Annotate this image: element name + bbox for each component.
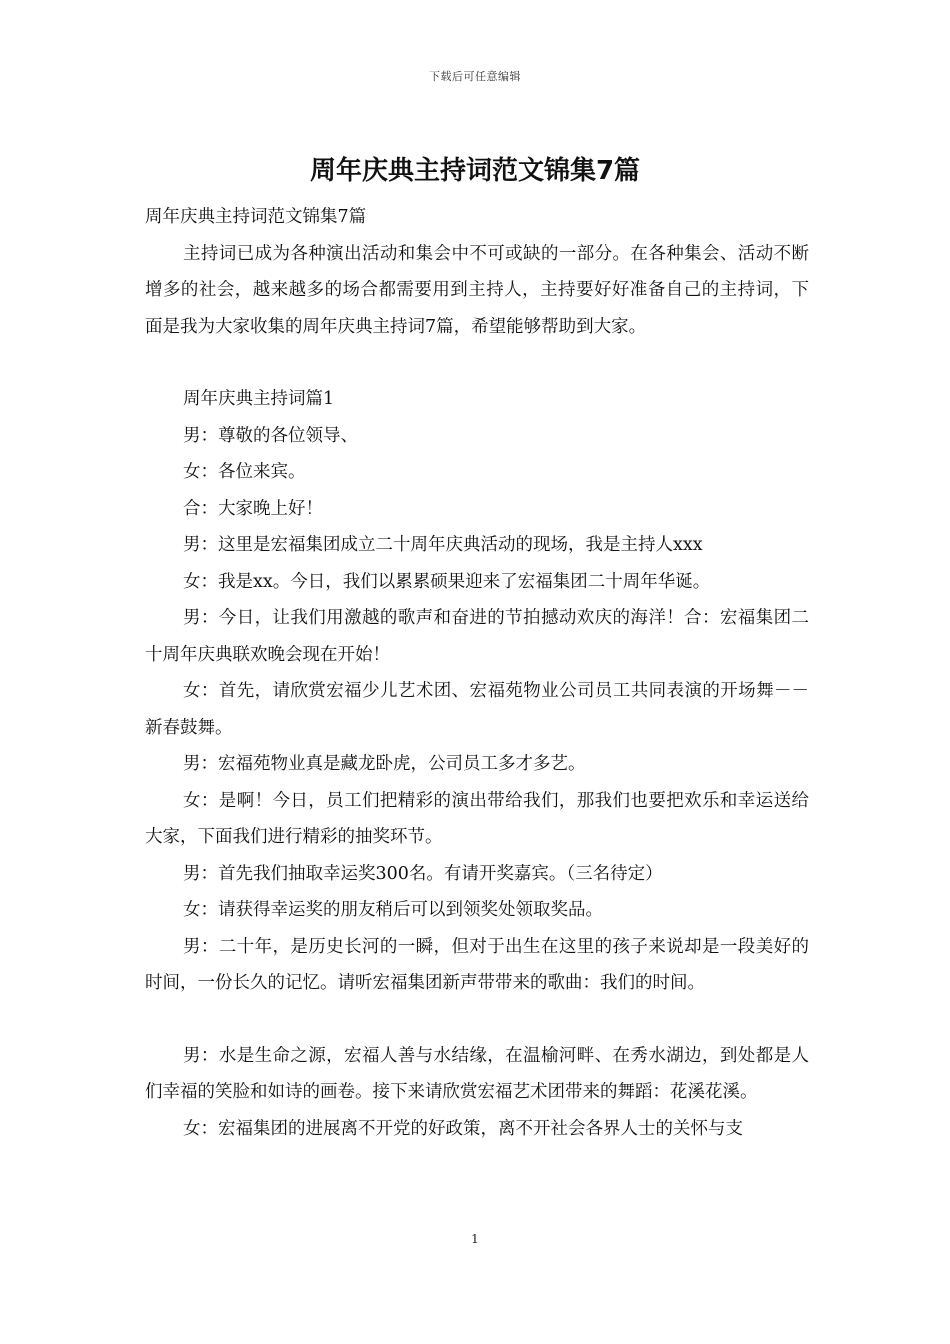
body-paragraph: 男：首先我们抽取幸运奖300名。有请开奖嘉宾。（三名待定） [183,863,663,884]
paragraph-gap [145,1002,809,1038]
body-paragraph: 周年庆典主持词范文锦集7篇 [145,207,367,227]
body-paragraph: 合：大家晚上好！ [183,498,323,519]
document-body [145,199,809,1147]
body-paragraph: 男：这里是宏福集团成立二十周年庆典活动的现场，我是主持人xxx [183,535,703,555]
body-paragraph: 女：宏福集团的进展离不开党的好政策，离不开社会各界人士的关怀与支 [183,1118,743,1139]
body-paragraph: 女：是啊！今日，员工们把精彩的演出带给我们，那我们也要把欢乐和幸运送给大家，下面我们进行精彩的抽奖环节。 [145,790,809,847]
body-paragraph: 主持词已成为各种演出活动和集会中不可或缺的一部分。在各种集会、活动不断增多的社会，越来越多的场合都需要用到主持人，主持要好好准备自己的主持词，下面是我为大家收集的周年庆典主持词7篇，希望能够帮助到大家。 [145,243,809,337]
body-paragraph: 男：尊敬的各位领导、 [183,425,358,446]
body-paragraph: 男：今日，让我们用激越的歌声和奋进的节拍撼动欢庆的海洋！合：宏福集团二十周年庆典联欢晚会现在开始！ [145,608,809,665]
body-paragraph: 女：请获得幸运奖的朋友稍后可以到领奖处领取奖品。 [183,900,603,920]
paragraph-gap [145,345,809,381]
body-paragraph: 女：首先，请欣赏宏福少儿艺术团、宏福苑物业公司员工共同表演的开场舞－－新春鼓舞。 [145,681,809,738]
body-paragraph: 男：宏福苑物业真是藏龙卧虎，公司员工多才多艺。 [183,754,586,774]
body-paragraph: 男：水是生命之源，宏福人善与水结缘，在温榆河畔、在秀水湖边，到处都是人们幸福的笑脸和如诗的画卷。接下来请欣赏宏福艺术团带来的舞蹈：花溪花溪。 [145,1045,809,1102]
body-paragraph: 周年庆典主持词篇1 [183,389,335,409]
page-header-note: 下载后可任意编辑 [429,70,521,83]
page-number: 1 [471,1232,479,1246]
body-paragraph: 男：二十年，是历史长河的一瞬，但对于出生在这里的孩子来说却是一段美好的时间，一份长久的记忆。请听宏福集团新声带带来的歌曲：我们的时间。 [145,936,809,993]
document-title: 周年庆典主持词范文锦集7篇 [309,156,641,186]
body-paragraph: 女：我是xx。今日，我们以累累硕果迎来了宏福集团二十周年华诞。 [183,571,711,592]
body-paragraph: 女：各位来宾。 [183,462,306,482]
